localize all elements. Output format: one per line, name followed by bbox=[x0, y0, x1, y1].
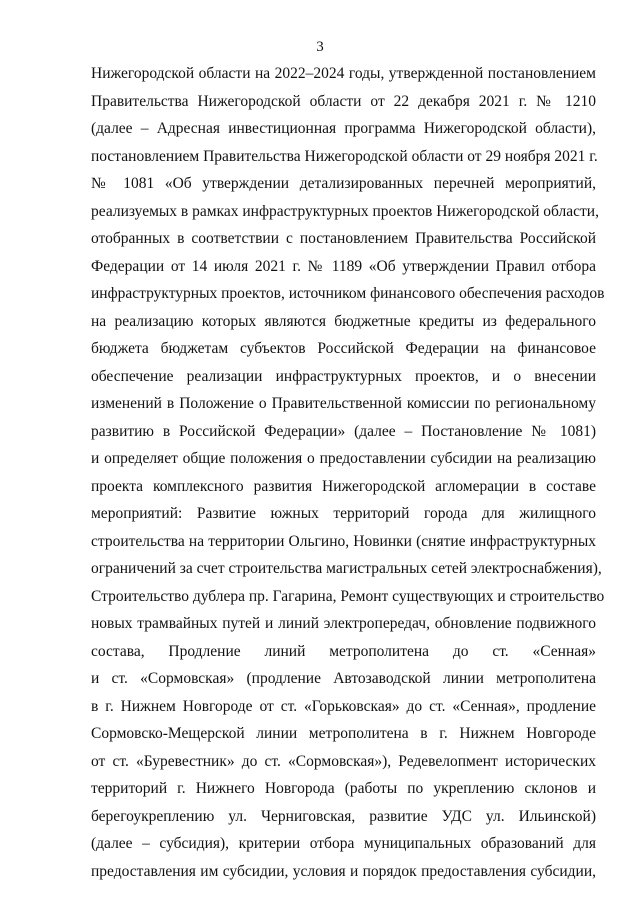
text-line: новых трамвайных путей и линий электропередач, обновление подвижного bbox=[91, 615, 596, 632]
text-line: берегоукреплению ул. Черниговская, развитие УДС ул. Ильинской) bbox=[91, 807, 596, 825]
text-line: отобранных в соответствии с постановлением Правительства Российской bbox=[91, 230, 596, 247]
page-number: 3 bbox=[316, 39, 324, 55]
text-line: территорий г. Нижнего Новгорода (работы по укреплению склонов и bbox=[91, 780, 596, 797]
text-line: в г. Нижнем Новгороде от ст. «Горьковская» до ст. «Сенная», продление bbox=[91, 697, 596, 715]
text-line: бюджета бюджетам субъектов Российской Федерации на финансовое bbox=[91, 340, 596, 357]
text-line: постановлением Правительства Нижегородской области от 29 ноября 2021 г. bbox=[91, 147, 598, 165]
text-line: Федерации от 14 июля 2021 г. № 1189 «Об утверждении Правил отбора bbox=[91, 257, 596, 275]
text-line: Нижегородской области на 2022–2024 годы, утвержденной постановлением bbox=[91, 65, 596, 82]
text-line: инфраструктурных проектов, источником финансового обеспечения расходов bbox=[91, 285, 605, 302]
text-line: реализуемых в рамках инфраструктурных проектов Нижегородской области, bbox=[91, 202, 599, 220]
text-line: обеспечение реализации инфраструктурных проектов, и о внесении bbox=[91, 367, 596, 385]
text-line: проекта комплексного развития Нижегородской агломерации в составе bbox=[91, 477, 596, 495]
text-line: (далее – Адресная инвестиционная программа Нижегородской области), bbox=[91, 120, 596, 137]
text-line: мероприятий: Развитие южных территорий города для жилищного bbox=[91, 505, 596, 522]
text-line: предоставления им субсидии, условия и порядок предоставления субсидии, bbox=[91, 862, 596, 880]
text-line: и определяет общие положения о предоставлении субсидии на реализацию bbox=[91, 450, 596, 467]
text-line: строительства на территории Ольгино, Новинки (снятие инфраструктурных bbox=[91, 532, 596, 550]
text-line: № 1081 «Об утверждении детализированных перечней мероприятий, bbox=[91, 175, 596, 192]
text-line: на реализацию которых являются бюджетные кредиты из федерального bbox=[91, 312, 596, 330]
text-line: состава, Продление линий метрополитена до ст. «Сенная» bbox=[91, 642, 596, 660]
text-line: Строительство дублера пр. Гагарина, Ремонт существующих и строительство bbox=[91, 587, 605, 605]
text-line: от ст. «Буревестник» до ст. «Сормовская»), Редевелопмент исторических bbox=[91, 752, 596, 770]
text-line: ограничений за счет строительства магистральных сетей электроснабжения), bbox=[91, 560, 602, 577]
text-line: и ст. «Сормовская» (продление Автозаводской линии метрополитена bbox=[91, 670, 596, 687]
text-line: Правительства Нижегородской области от 22 декабря 2021 г. № 1210 bbox=[91, 92, 596, 110]
text-line: Сормовско-Мещерской линии метрополитена в г. Нижнем Новгороде bbox=[91, 725, 596, 742]
text-line: (далее – субсидия), критерии отбора муниципальных образований для bbox=[91, 835, 596, 852]
text-line: изменений в Положение о Правительственной комиссии по региональному bbox=[91, 395, 596, 412]
text-line: развитию в Российской Федерации» (далее – Постановление № 1081) bbox=[91, 422, 596, 440]
body-text bbox=[91, 60, 605, 885]
